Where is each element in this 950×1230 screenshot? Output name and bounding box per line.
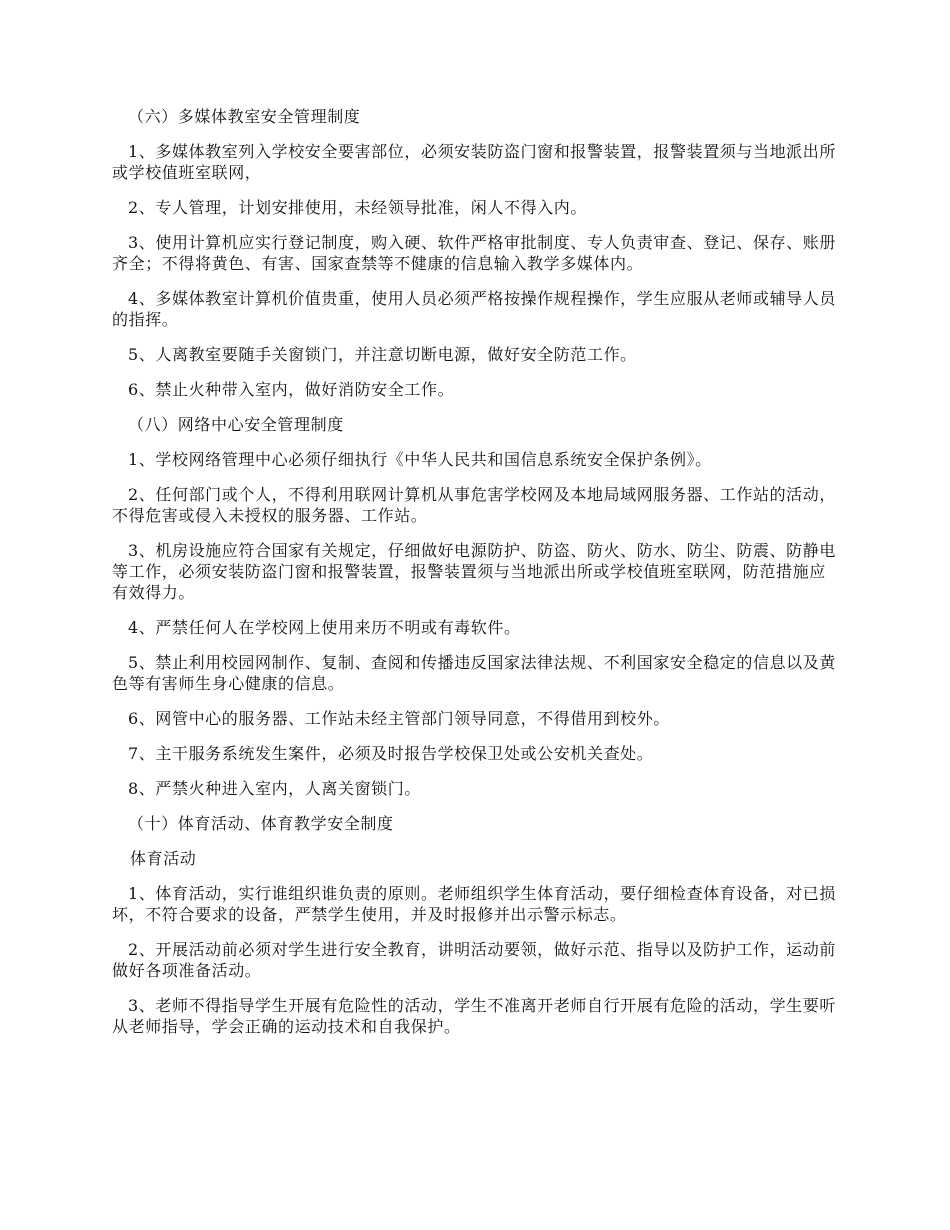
section-heading-sports: （十）体育活动、体育教学安全制度 (128, 814, 394, 833)
paragraph: 6、禁止火种带入室内，做好消防安全工作。 (128, 380, 455, 399)
paragraph: 1、多媒体教室列入学校安全要害部位，必须安装防盗门窗和报警装置，报警装置须与当地派出所或学校值班室联网， (112, 142, 836, 182)
paragraph: 4、严禁任何人在学校网上使用来历不明或有毒软件。 (128, 618, 521, 637)
section-heading-multimedia: （六）多媒体教室安全管理制度 (128, 107, 361, 126)
paragraph: 4、多媒体教室计算机价值贵重，使用人员必须严格按操作规程操作，学生应服从老师或辅导人员的指挥。 (112, 289, 836, 329)
paragraph: 5、禁止利用校园网制作、复制、查阅和传播违反国家法律法规、不利国家安全稳定的信息以及黄色等有害师生身心健康的信息。 (112, 653, 836, 693)
paragraph: 5、人离教室要随手关窗锁门，并注意切断电源，做好安全防范工作。 (128, 345, 637, 364)
paragraph: 2、开展活动前必须对学生进行安全教育，讲明活动要领，做好示范、指导以及防护工作，运动前做好各项准备活动。 (112, 940, 836, 980)
paragraph: 2、任何部门或个人，不得利用联网计算机从事危害学校网及本地局域网服务器、工作站的活动，不得危害或侵入未授权的服务器、工作站。 (112, 485, 836, 525)
paragraph: 7、主干服务系统发生案件，必须及时报告学校保卫处或公安机关查处。 (128, 744, 654, 763)
paragraph: 3、老师不得指导学生开展有危险性的活动，学生不准离开老师自行开展有危险的活动，学生要听从老师指导，学会正确的运动技术和自我保护。 (112, 996, 836, 1036)
paragraph: 1、体育活动，实行谁组织谁负责的原则。老师组织学生体育活动，要仔细检查体育设备，对已损坏，不符合要求的设备，严禁学生使用，并及时报修并出示警示标志。 (112, 884, 836, 924)
document-body (112, 106, 840, 1051)
paragraph: 3、机房设施应符合国家有关规定，仔细做好电源防护、防盗、防火、防水、防尘、防震、防静电等工作，必须安装防盗门窗和报警装置，报警装置须与当地派出所或学校值班室联网，防范措施应有效得力。 (112, 541, 836, 602)
paragraph: 6、网管中心的服务器、工作站未经主管部门领导同意，不得借用到校外。 (128, 709, 670, 728)
section-subheading-sports-activities: 体育活动 (130, 849, 197, 868)
paragraph: 2、专人管理，计划安排使用，未经领导批准，闲人不得入内。 (128, 198, 587, 217)
paragraph: 3、使用计算机应实行登记制度，购入硬、软件严格审批制度、专人负责审查、登记、保存、账册齐全；不得将黄色、有害、国家查禁等不健康的信息输入教学多媒体内。 (112, 233, 836, 273)
paragraph: 1、学校网络管理中心必须仔细执行《中华人民共和国信息系统安全保护条例》。 (128, 450, 712, 469)
paragraph: 8、严禁火种进入室内，人离关窗锁门。 (128, 779, 421, 798)
section-heading-network: （八）网络中心安全管理制度 (128, 415, 344, 434)
